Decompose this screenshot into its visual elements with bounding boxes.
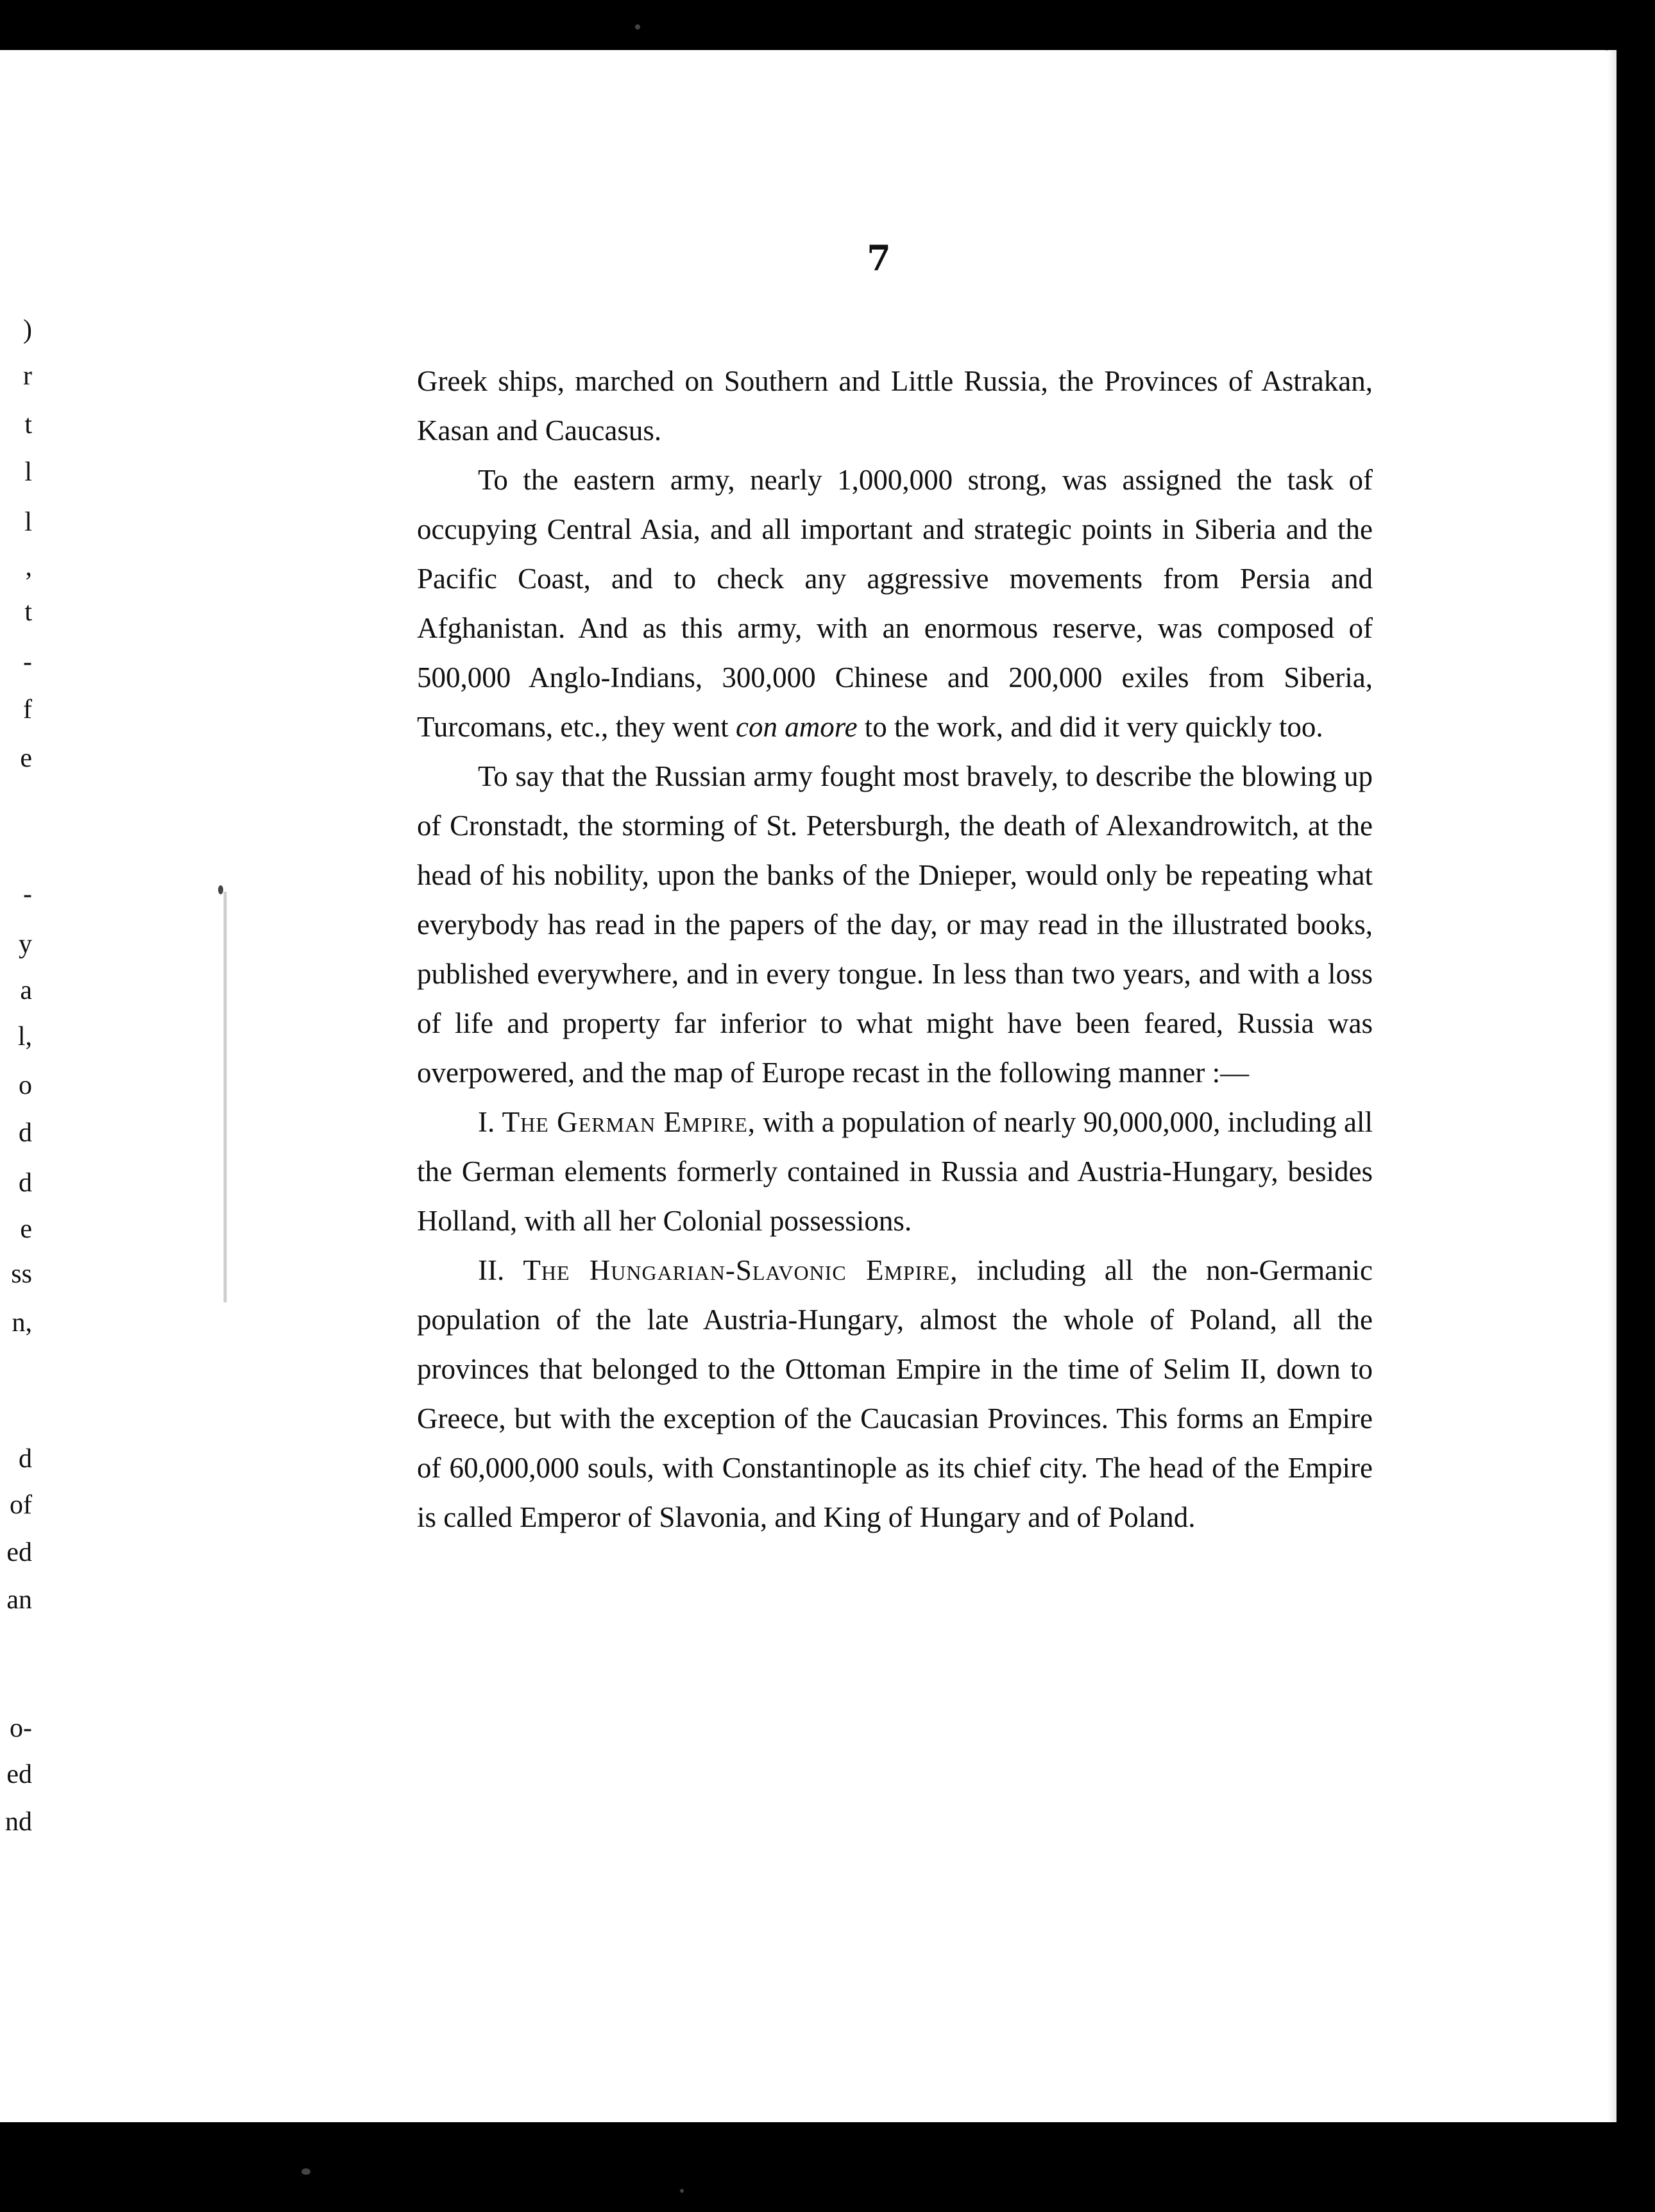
facing-page-fragment: t xyxy=(24,410,32,439)
italic-phrase: con amore xyxy=(736,711,858,743)
facing-page-fragment: e xyxy=(20,744,32,773)
page-number: 7 xyxy=(867,237,891,278)
scan-top-edge xyxy=(0,0,1655,50)
facing-page-fragment: d xyxy=(19,1118,32,1148)
scan-speck xyxy=(680,2189,684,2193)
facing-page-fragment: d xyxy=(19,1168,32,1198)
facing-page-fragment: , xyxy=(25,552,32,582)
body-text xyxy=(417,357,1373,1542)
facing-page-fragment: ss xyxy=(11,1259,32,1289)
section-hungarian-slavonic-empire xyxy=(417,1246,1373,1542)
scan-speck xyxy=(301,2168,310,2175)
facing-page-fragment: d xyxy=(19,1444,32,1474)
paragraph-2 xyxy=(417,455,1373,752)
facing-page-fragment: f xyxy=(23,695,32,724)
facing-page-fragment: - xyxy=(23,880,32,909)
facing-page-fragment: ed xyxy=(6,1538,32,1567)
facing-page-fragment: - xyxy=(23,647,32,677)
facing-page-fragment: e xyxy=(20,1214,32,1244)
facing-page-fragment: o xyxy=(19,1071,32,1100)
section-1-numeral: I. xyxy=(478,1106,495,1138)
paragraph-1 xyxy=(417,357,1373,455)
section-german-empire xyxy=(417,1098,1373,1246)
facing-page-fragment: y xyxy=(19,930,32,959)
facing-page-fragment: n, xyxy=(12,1308,32,1338)
paragraph-3 xyxy=(417,752,1373,1098)
facing-page-fragment: an xyxy=(6,1585,32,1615)
paragraph-1-text: Greek ships, marched on Southern and Little Russia, the Provinces of Astrakan, Kasan and Caucasus. xyxy=(417,365,1373,447)
scan-speck xyxy=(218,885,223,894)
facing-page-fragment: l xyxy=(24,457,32,487)
paragraph-2-text: To the eastern army, nearly 1,000,000 strong, was assigned the task of occupying Central Asia, and all important and strategic points in Siberia and the Pacific Coast, and to check any aggressive movements from Persia and Afghanistan. And as this army, with an enormous reserve, was composed of 500,000 Anglo-Indians, 300,000 Chinese and 200,000 exiles from Siberia, Turcomans, etc., they went con amore to the work, and did it very quickly too. xyxy=(417,464,1373,743)
facing-page-fragment: ed xyxy=(6,1760,32,1789)
facing-page-fragment: o- xyxy=(10,1714,32,1743)
facing-page-fragment: r xyxy=(23,361,32,391)
facing-page-fragment: ) xyxy=(23,315,32,345)
section-2-text: including all the non-Germanic population of the late Austria-Hungary, almost the whole of Poland, all the provinces that belonged to the Ottoman Empire in the time of Selim II, down to Greece, but with the exception of the Caucasian Provinces. This forms an Empire of 60,000,000 souls, with Constantinople as its chief city. The head of the Empire is called Emperor of Slavonia, and King of Hungary and of Poland. xyxy=(417,1254,1373,1533)
section-1-heading: The German Empire, xyxy=(502,1106,756,1138)
section-1-text: with a population of nearly 90,000,000, including all the German elements formerly contained in Russia and Austria-Hungary, besides Holland, with all her Colonial possessions. xyxy=(417,1106,1373,1237)
section-2-numeral: II. xyxy=(478,1254,505,1286)
facing-page-fragment: a xyxy=(20,976,32,1005)
section-2-heading: The Hungarian-Slavonic Empire, xyxy=(523,1254,958,1286)
facing-page-fragment: l xyxy=(24,507,32,537)
paragraph-3-text: To say that the Russian army fought most bravely, to describe the blowing up of Cronstadt, the storming of St. Petersburgh, the death of Alexandrowitch, at the head of his nobility, upon the banks of the Dnieper, would only be repeating what everybody has read in the papers of the day, or may read in the illustrated books, published everywhere, and in every tongue. In less than two years, and with a loss of life and property far inferior to what might have been feared, Russia was overpowered, and the map of Europe recast in the following manner :— xyxy=(417,760,1373,1089)
facing-page-fragment: l, xyxy=(17,1022,32,1051)
book-page xyxy=(0,50,1617,2122)
facing-page-fragment: of xyxy=(10,1490,32,1520)
facing-page-fragment: nd xyxy=(5,1807,32,1837)
scan-speck xyxy=(635,24,640,30)
facing-page-fragment: t xyxy=(24,597,32,627)
gutter-shadow xyxy=(223,892,227,1302)
